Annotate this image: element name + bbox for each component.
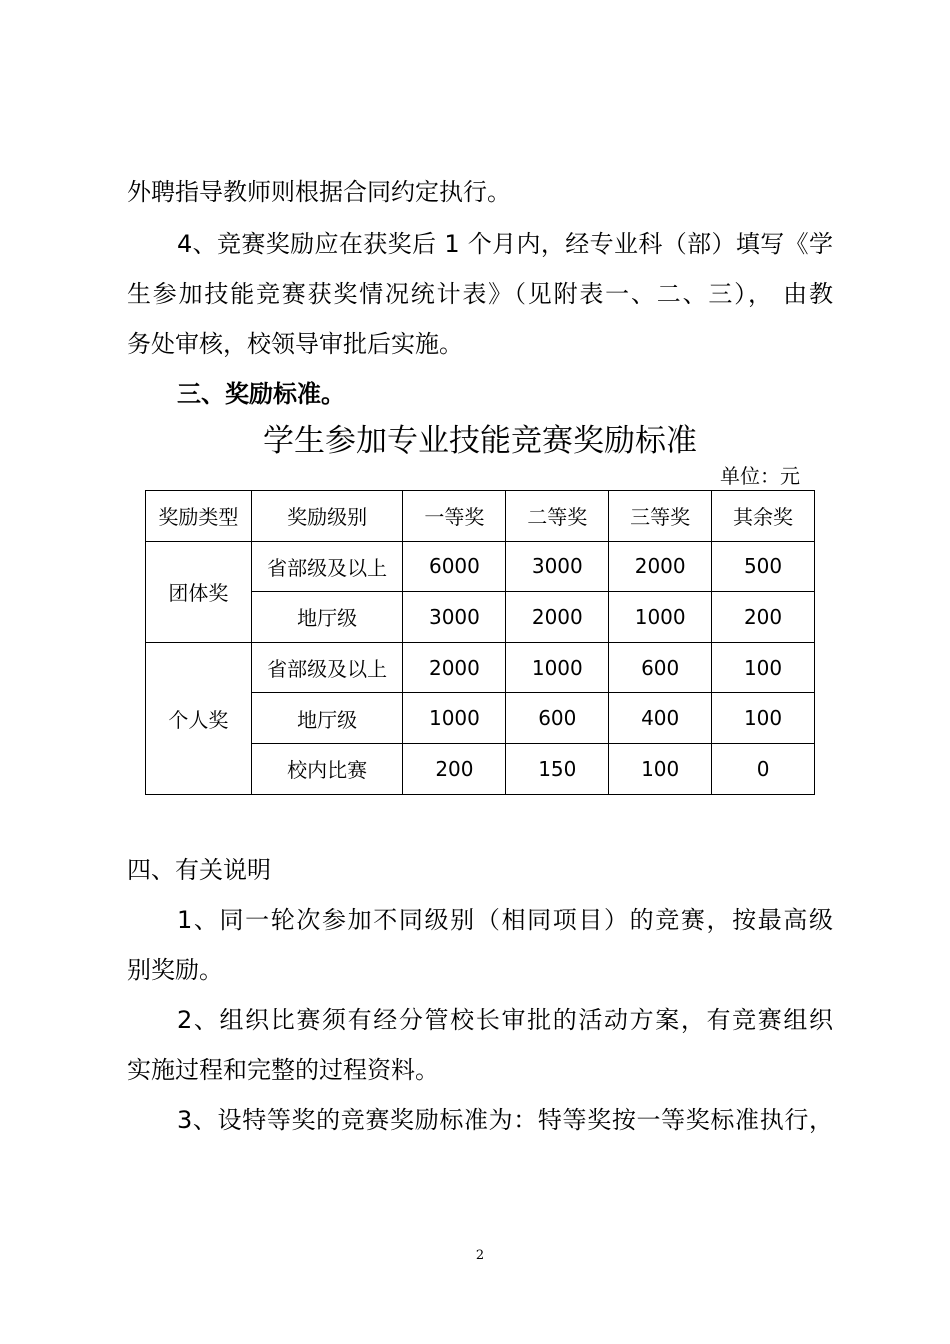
award-standard-table <box>145 490 815 795</box>
award-level-cell: 校内比赛 <box>251 743 403 794</box>
amount-cell: 2000 <box>609 541 712 592</box>
paragraph-line: 外聘指导教师则根据合同约定执行。 <box>127 178 511 206</box>
paragraph-line: 别奖励。 <box>127 956 223 984</box>
award-level-cell: 地厅级 <box>251 693 403 744</box>
paragraph-line: 务处审核，校领导审批后实施。 <box>127 330 463 358</box>
amount-cell: 6000 <box>403 541 506 592</box>
paragraph-line: 2、组织比赛须有经分管校长审批的活动方案，有竞赛组织 <box>177 1006 833 1034</box>
table-row <box>146 642 815 693</box>
amount-cell: 1000 <box>609 592 712 643</box>
header-cell: 奖励类型 <box>146 491 252 542</box>
amount-cell: 3000 <box>403 592 506 643</box>
header-cell: 三等奖 <box>609 491 712 542</box>
award-type-cell: 个人奖 <box>146 642 252 794</box>
paragraph-line: 3、设特等奖的竞赛奖励标准为：特等奖按一等奖标准执行， <box>177 1106 833 1134</box>
amount-cell: 1000 <box>506 642 609 693</box>
header-cell: 一等奖 <box>403 491 506 542</box>
award-level-cell: 省部级及以上 <box>251 541 403 592</box>
amount-cell: 3000 <box>506 541 609 592</box>
header-cell: 奖励级别 <box>251 491 403 542</box>
section-heading: 四、有关说明 <box>127 856 271 884</box>
section-heading: 三、奖励标准。 <box>177 380 345 408</box>
amount-cell: 2000 <box>506 592 609 643</box>
award-level-cell: 省部级及以上 <box>251 642 403 693</box>
amount-cell: 1000 <box>403 693 506 744</box>
table-row <box>146 541 815 592</box>
amount-cell: 150 <box>506 743 609 794</box>
amount-cell: 2000 <box>403 642 506 693</box>
table-title: 学生参加专业技能竞赛奖励标准 <box>263 423 697 459</box>
amount-cell: 0 <box>712 743 815 794</box>
amount-cell: 100 <box>712 642 815 693</box>
amount-cell: 600 <box>506 693 609 744</box>
amount-cell: 400 <box>609 693 712 744</box>
header-cell: 二等奖 <box>506 491 609 542</box>
unit-label: 单位：元 <box>720 464 800 488</box>
paragraph-line: 1、同一轮次参加不同级别（相同项目）的竞赛，按最高级 <box>177 906 833 934</box>
amount-cell: 600 <box>609 642 712 693</box>
amount-cell: 500 <box>712 541 815 592</box>
paragraph-line: 4、竞赛奖励应在获奖后 1 个月内，经专业科（部）填写《学 <box>177 230 833 258</box>
amount-cell: 200 <box>403 743 506 794</box>
amount-cell: 100 <box>609 743 712 794</box>
page-number: 2 <box>475 1248 485 1263</box>
award-level-cell: 地厅级 <box>251 592 403 643</box>
amount-cell: 200 <box>712 592 815 643</box>
paragraph-line: 实施过程和完整的过程资料。 <box>127 1056 439 1084</box>
amount-cell: 100 <box>712 693 815 744</box>
paragraph-line: 生参加技能竞赛获奖情况统计表》（见附表一、二、三）， 由教 <box>127 280 833 308</box>
award-type-cell: 团体奖 <box>146 541 252 642</box>
table-header-row <box>146 491 815 542</box>
header-cell: 其余奖 <box>712 491 815 542</box>
